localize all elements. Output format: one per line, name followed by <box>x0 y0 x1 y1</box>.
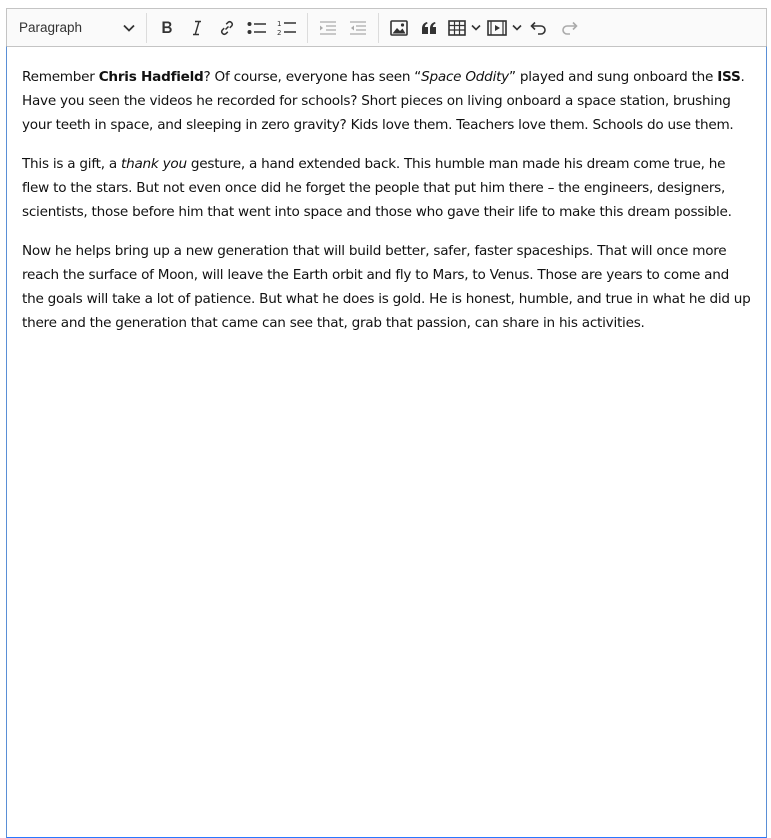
outdent-button[interactable] <box>313 13 343 43</box>
redo-icon <box>560 21 578 35</box>
insert-media-button[interactable] <box>484 13 524 43</box>
svg-text:1: 1 <box>277 19 282 28</box>
chevron-down-icon <box>471 24 481 31</box>
chevron-down-icon <box>123 24 135 32</box>
heading-select[interactable] <box>13 13 141 43</box>
indent-icon <box>348 20 368 36</box>
editor-content-area[interactable] <box>6 46 767 838</box>
text-run: Now he helps bring up a new generation that will build better, safer, faster spaceships. That will once more reach the surface of Moon, will leave the Earth orbit and fly to Mars, to Venus. Those are years to come and the goals will take a lot of patience. But what he does is gold. He is honest, humble, and true in what he did up there and the generation that came can see that, grab that passion, can share in his activities. <box>22 243 751 331</box>
text-run: gesture, a hand extended back. This humble man made his dream come true, he flew to the stars. But not even once did he forget the people that put him there – the engineers, designers, scientists, those before him that went into space and those who gave their life to make this dream possible. <box>22 156 732 220</box>
text-run: This is a gift, a <box>22 156 122 172</box>
toolbar-separator <box>146 13 147 43</box>
heading-select-value: Paragraph <box>19 20 83 35</box>
insert-image-button[interactable] <box>384 13 414 43</box>
paragraph-3 <box>22 239 751 335</box>
insert-table-button[interactable] <box>444 13 484 43</box>
bold-icon <box>159 20 175 36</box>
outdent-icon <box>318 20 338 36</box>
bulleted-list-icon <box>247 20 267 36</box>
text-run: Remember <box>22 69 99 85</box>
media-icon <box>487 20 507 36</box>
blockquote-button[interactable] <box>414 13 444 43</box>
indent-button[interactable] <box>343 13 373 43</box>
redo-button[interactable] <box>554 13 584 43</box>
svg-text:2: 2 <box>277 28 282 37</box>
bold-text: ISS <box>717 69 741 85</box>
rich-text-editor <box>6 8 767 830</box>
undo-button[interactable] <box>524 13 554 43</box>
italic-text: thank you <box>121 156 187 172</box>
bulleted-list-button[interactable] <box>242 13 272 43</box>
italic-icon <box>189 20 205 36</box>
chevron-down-icon <box>512 24 522 31</box>
quote-icon <box>421 21 437 35</box>
table-icon <box>448 20 466 36</box>
link-button[interactable] <box>212 13 242 43</box>
paragraph-2 <box>22 152 751 224</box>
numbered-list-button[interactable] <box>272 13 302 43</box>
link-icon <box>218 19 236 37</box>
italic-text: Space Oddity <box>421 69 509 85</box>
toolbar-separator <box>378 13 379 43</box>
italic-button[interactable] <box>182 13 212 43</box>
text-run: . Have you seen the videos he recorded for schools? Short pieces on living onboard a space station, brushing your teeth in space, and sleeping in zero gravity? Kids love them. Teachers love them. Schools do use them. <box>22 69 745 133</box>
bold-text: Chris Hadfield <box>98 69 204 85</box>
undo-icon <box>530 21 548 35</box>
paragraph-1 <box>22 65 751 137</box>
text-run: ? Of course, everyone has seen “ <box>203 69 422 85</box>
text-run: ” played and sung onboard the <box>508 69 718 85</box>
bold-button[interactable] <box>152 13 182 43</box>
toolbar-separator <box>307 13 308 43</box>
editor-toolbar <box>6 8 767 47</box>
image-icon <box>390 20 408 36</box>
numbered-list-icon <box>277 19 297 37</box>
